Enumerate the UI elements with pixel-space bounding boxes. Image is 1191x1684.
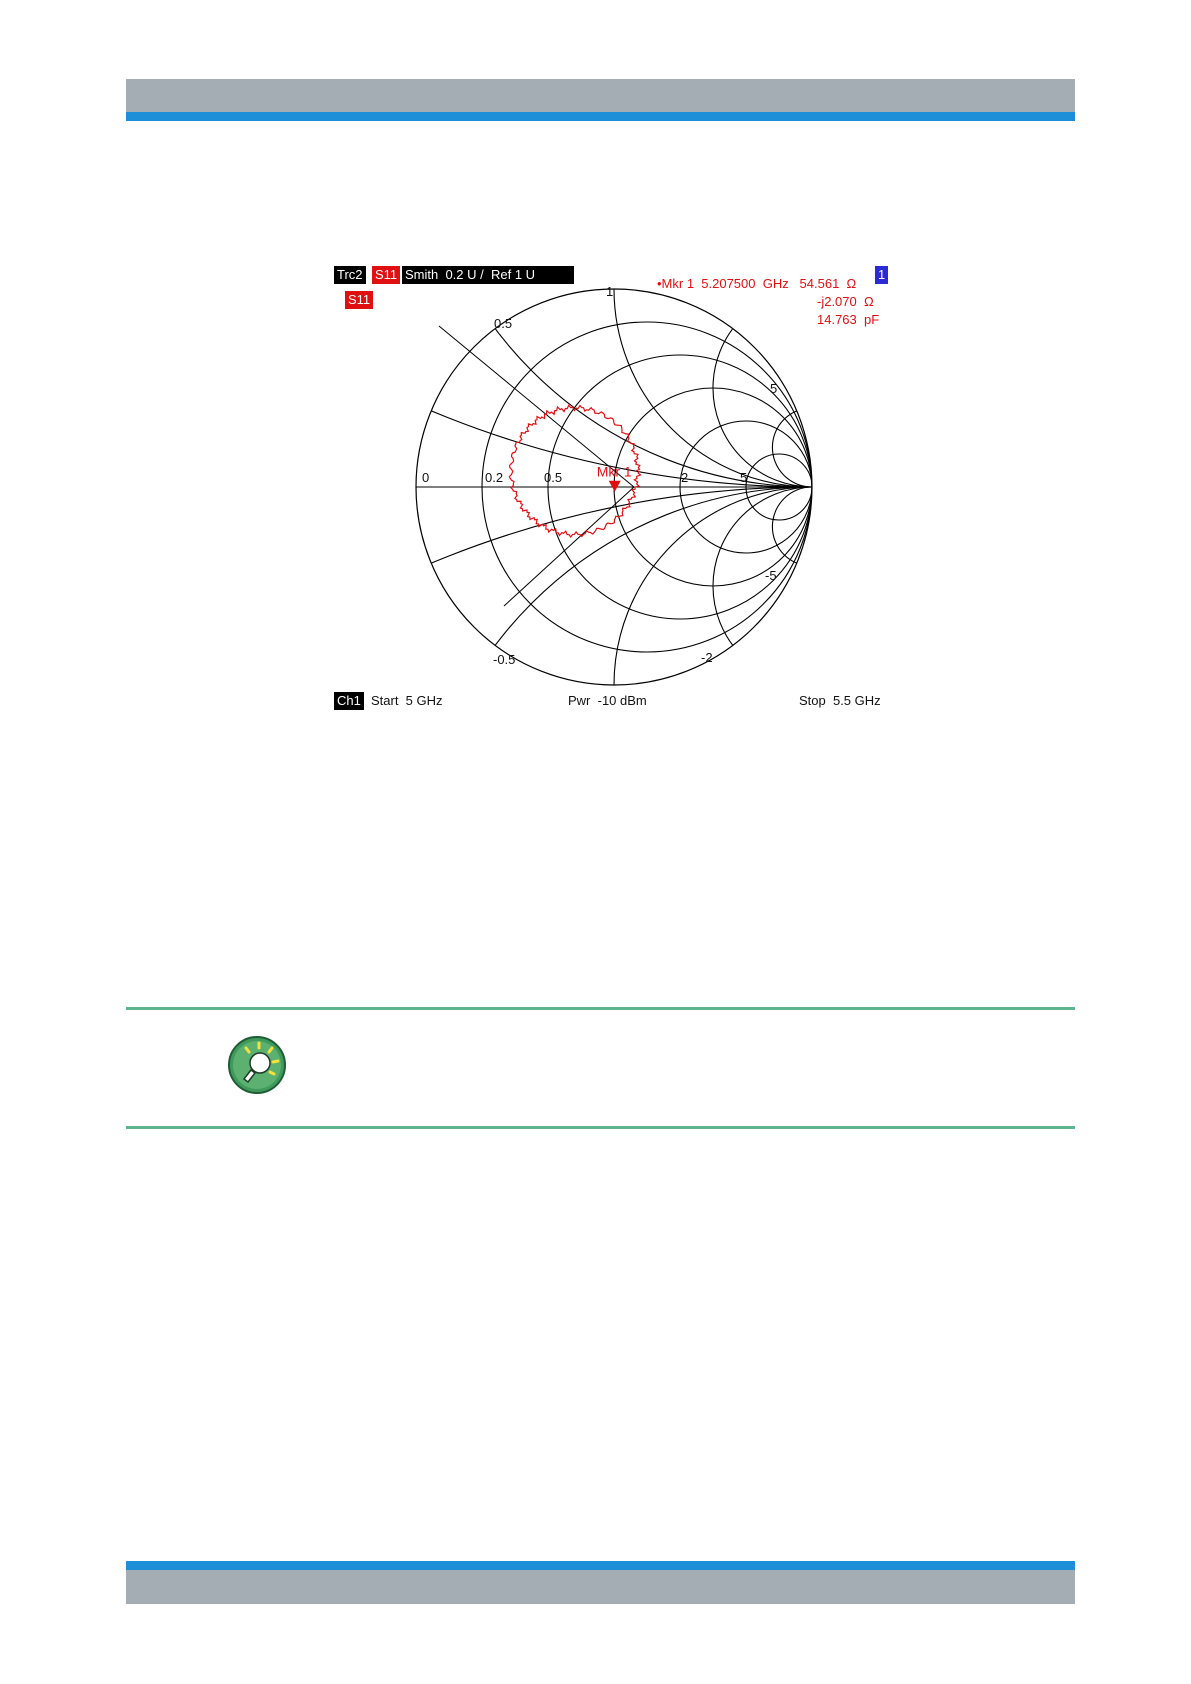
- smith-chart-screenshot: [334, 266, 894, 716]
- reactance-label-neg0.5: -0.5: [493, 652, 516, 667]
- channel-window-label: 1: [875, 266, 888, 284]
- channel-label: Ch1: [334, 692, 364, 710]
- real-axis-label-0: 0: [422, 470, 430, 485]
- format-label: Smith 0.2 U / Ref 1 U: [402, 266, 574, 284]
- tip-bottom-rule: [126, 1126, 1075, 1129]
- sweep-stop: Stop 5.5 GHz: [799, 693, 881, 708]
- trace-legend: S11: [345, 291, 373, 309]
- reactance-label-neg2: -2: [701, 650, 713, 665]
- page-header-accent: [126, 112, 1075, 121]
- real-axis-label-5: 5: [740, 470, 748, 485]
- marker-label: Mkr 1: [596, 463, 632, 480]
- smith-chart: [334, 266, 894, 686]
- radial-line-lower: [504, 487, 634, 606]
- source-power: Pwr -10 dBm: [568, 693, 647, 708]
- reactance-label-1: 1: [606, 284, 614, 299]
- param-label: S11: [372, 266, 400, 284]
- reactance-arc-neg0.5: [416, 487, 894, 686]
- lightbulb-tip-icon: [227, 1035, 287, 1095]
- marker-readout-line1: •Mkr 1 5.207500 GHz 54.561 Ω: [657, 276, 857, 291]
- real-axis-label-0.5: 0.5: [544, 470, 563, 485]
- sweep-start: Start 5 GHz: [371, 693, 443, 708]
- reactance-arc-neg1: [614, 487, 894, 686]
- marker-triangle: [609, 481, 621, 492]
- marker-readout-line2: -j2.070 Ω: [817, 294, 874, 309]
- real-axis-label-0.2: 0.2: [485, 470, 504, 485]
- reactance-arc-neg2: [713, 487, 894, 685]
- reactance-label-neg5: -5: [765, 568, 777, 583]
- marker-readout-line3: 14.763 pF: [817, 312, 880, 327]
- page-footer-accent: [126, 1561, 1075, 1570]
- tip-top-rule: [126, 1007, 1075, 1010]
- reactance-label-0.5: 0.5: [494, 316, 513, 331]
- page-footer-bar: [126, 1570, 1075, 1604]
- page-header-bar: [126, 79, 1075, 112]
- trace-label: Trc2: [334, 266, 366, 284]
- real-axis-label-2: 2: [681, 470, 689, 485]
- reactance-label-5: 5: [770, 381, 778, 396]
